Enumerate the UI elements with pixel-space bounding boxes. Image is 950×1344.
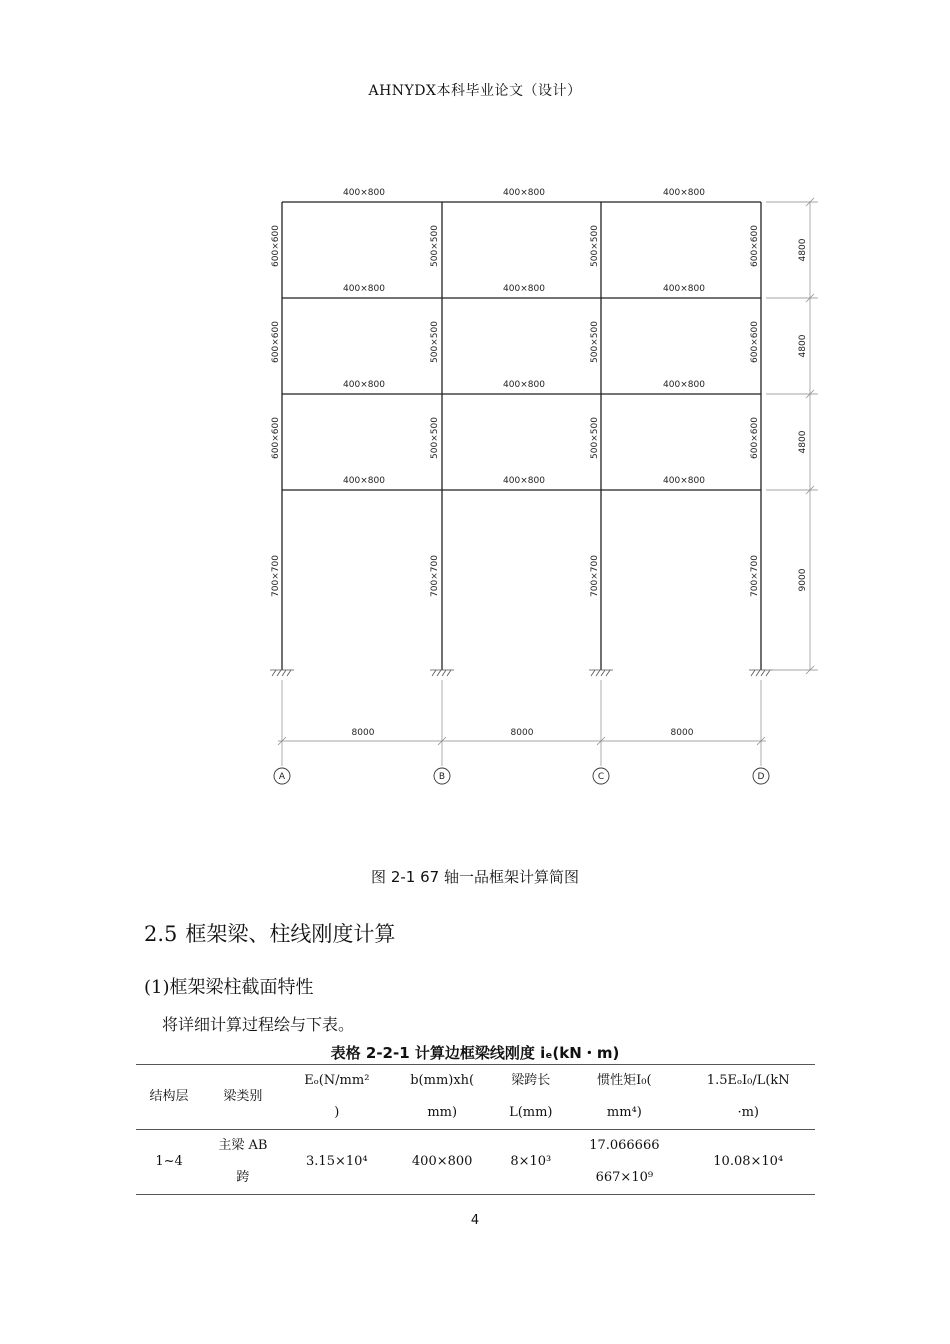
cell-layer: 1~4 [136,1130,202,1195]
support-C [589,670,613,676]
section-heading [144,918,395,948]
cell-stiffness: 10.08×10⁴ [681,1130,815,1195]
stiffness-table [136,1064,815,1195]
body-paragraph: 将详细计算过程绘与下表。 [162,1015,355,1034]
beam-label: 400×800 [663,380,705,390]
column-label: 500×500 [430,417,440,459]
axis-label-C: C [597,772,605,782]
support-A [270,670,294,676]
column-label: 500×500 [590,417,600,459]
story-height: 4800 [798,430,808,454]
column-label: 600×600 [750,225,760,267]
beam-label: 400×800 [503,476,545,486]
column-label: 700×700 [271,555,281,597]
column-label: 600×600 [271,417,281,459]
header-cell: 梁跨长 L(mm) [494,1065,567,1130]
bay-width: 8000 [670,728,694,738]
header-cell: 结构层 [136,1065,202,1130]
page-number: 4 [470,1213,480,1228]
table-header-row [136,1065,815,1130]
beam-label: 400×800 [503,188,545,198]
column-label: 700×700 [750,555,760,597]
page-header: AHNYDX本科毕业论文（设计） [368,83,582,99]
column-label: 500×500 [590,321,600,363]
column-label: 600×600 [750,417,760,459]
beam-label: 400×800 [343,284,385,294]
beam-label: 400×800 [503,284,545,294]
beam-label: 400×800 [663,284,705,294]
cell-type: 主梁 AB 跨 [202,1130,284,1195]
column-label: 500×500 [430,225,440,267]
story-height: 4800 [798,334,808,358]
story-height: 4800 [798,238,808,262]
header-cell: Eₒ(N/mm² ) [284,1065,390,1130]
bay-width: 8000 [351,728,375,738]
section-number: 2.5 [144,922,178,946]
support-D [749,670,773,676]
cell-bh: 400×800 [390,1130,494,1195]
cell-inertia: 17.066666 667×10⁹ [567,1130,681,1195]
beam-label: 400×800 [343,476,385,486]
column-label: 600×600 [271,321,281,363]
figure-caption: 图 2-1 67 轴一品框架计算简图 [371,868,579,886]
header-cell: 1.5EₒI₀/L(kN ·m) [681,1065,815,1130]
header-cell: 惯性矩I₀( mm⁴) [567,1065,681,1130]
bay-width: 8000 [510,728,534,738]
support-B [430,670,454,676]
header-cell: b(mm)xh( mm) [390,1065,494,1130]
story-height: 9000 [798,568,808,592]
column-label: 600×600 [271,225,281,267]
subsection-heading: (1)框架梁柱截面特性 [144,977,314,998]
column-label: 700×700 [430,555,440,597]
axis-label-A: A [278,772,286,782]
axis-label-B: B [438,772,446,782]
section-title: 框架梁、柱线刚度计算 [185,922,396,946]
column-label: 700×700 [590,555,600,597]
beam-label: 400×800 [503,380,545,390]
beam-label: 400×800 [343,188,385,198]
beam-label: 400×800 [663,188,705,198]
beam-label: 400×800 [343,380,385,390]
table-caption: 表格 2-2-1 计算边框梁线刚度 iₑ(kN・m) [330,1044,620,1062]
column-label: 600×600 [750,321,760,363]
table-row [136,1130,815,1195]
axis-label-D: D [757,772,765,782]
column-label: 500×500 [430,321,440,363]
cell-ec: 3.15×10⁴ [284,1130,390,1195]
beam-label: 400×800 [663,476,705,486]
header-cell: 梁类别 [202,1065,284,1130]
cell-span: 8×10³ [494,1130,567,1195]
column-label: 500×500 [590,225,600,267]
